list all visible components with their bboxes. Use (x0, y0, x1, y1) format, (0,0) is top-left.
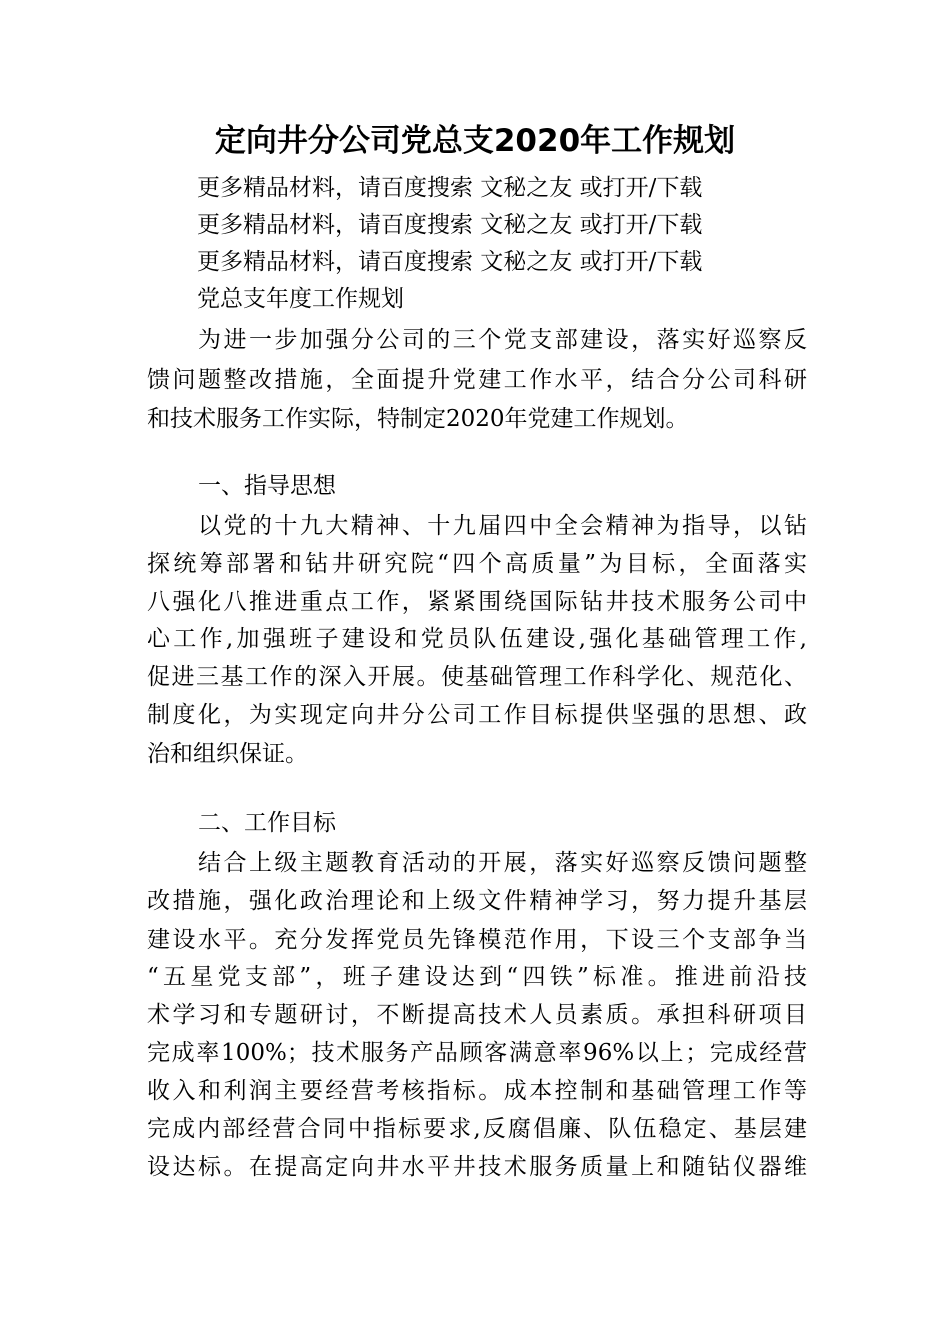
section1-line-6: 制度化，为实现定向井分公司工作目标提供坚强的思想、政 (147, 702, 807, 728)
section2-line-8: 完成内部经营合同中指标要求,反腐倡廉、队伍稳定、基层建 (147, 1116, 807, 1142)
intro-line-3: 和技术服务工作实际，特制定2020年党建工作规划。 (147, 406, 689, 432)
section2-line-7: 收入和利润主要经营考核指标。成本控制和基础管理工作等 (147, 1078, 807, 1104)
section1-line-2: 探统筹部署和钻井研究院“四个高质量”为目标，全面落实 (147, 551, 807, 577)
section2-line-3: 建设水平。充分发挥党员先锋模范作用，下设三个支部争当 (147, 927, 807, 953)
section2-heading: 二、工作目标 (198, 810, 336, 836)
section1-line-5: 促进三基工作的深入开展。使基础管理工作科学化、规范化、 (147, 664, 807, 690)
section1-line-4: 心工作,加强班子建设和党员队伍建设,强化基础管理工作, (147, 626, 807, 652)
intro-line-2: 馈问题整改措施，全面提升党建工作水平，结合分公司科研 (147, 367, 807, 393)
promo-line-1: 更多精品材料，请百度搜索 文秘之友 或打开/下载 (197, 175, 703, 201)
section1-heading: 一、指导思想 (198, 473, 336, 499)
promo-line-3: 更多精品材料，请百度搜索 文秘之友 或打开/下载 (197, 249, 703, 275)
promo-line-2: 更多精品材料，请百度搜索 文秘之友 或打开/下载 (197, 212, 703, 238)
section1-line-1: 以党的十九大精神、十九届四中全会精神为指导，以钻 (198, 513, 807, 539)
section2-line-4: “五星党支部”，班子建设达到“四铁”标准。推进前沿技 (147, 964, 807, 990)
section2-line-1: 结合上级主题教育活动的开展，落实好巡察反馈问题整 (198, 850, 807, 876)
section1-line-7: 治和组织保证。 (147, 741, 308, 767)
document-subtitle: 党总支年度工作规划 (197, 286, 404, 312)
section2-line-6: 完成率100%；技术服务产品顾客满意率96%以上；完成经营 (147, 1040, 807, 1066)
document-title: 定向井分公司党总支2020年工作规划 (214, 123, 736, 159)
section2-line-5: 术学习和专题研讨，不断提高技术人员素质。承担科研项目 (147, 1002, 807, 1028)
section1-line-3: 八强化八推进重点工作，紧紧围绕国际钻井技术服务公司中 (147, 589, 807, 615)
section2-line-9: 设达标。在提高定向井水平井技术服务质量上和随钻仪器维 (147, 1154, 807, 1180)
section2-line-2: 改措施，强化政治理论和上级文件精神学习，努力提升基层 (147, 888, 807, 914)
intro-line-1: 为进一步加强分公司的三个党支部建设，落实好巡察反 (198, 327, 807, 353)
